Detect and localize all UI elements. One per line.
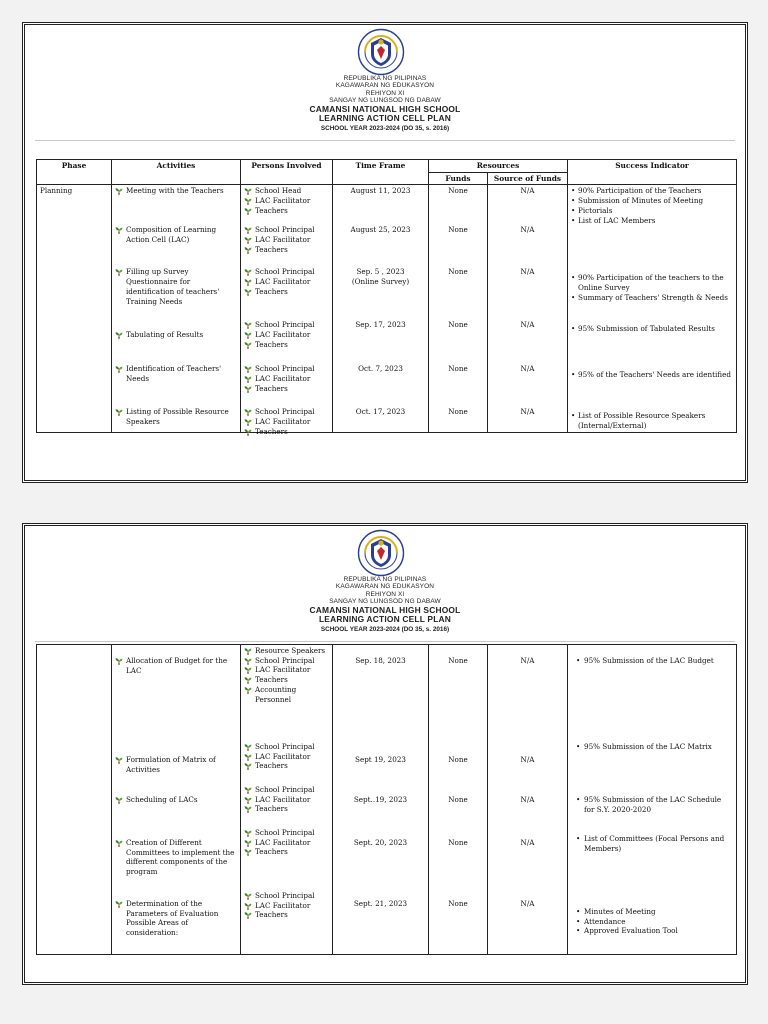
seedling-icon [115, 365, 123, 373]
person-item [244, 847, 329, 857]
activity-item [115, 795, 237, 805]
person-item [244, 320, 329, 330]
time-frame-text: August 25, 2023 [350, 225, 411, 235]
header-line: KAGAWARAN NG EDUKASYON [335, 583, 435, 591]
person-text: School Principal [255, 891, 315, 900]
header-divider [35, 641, 735, 642]
source-text: N/A [520, 407, 535, 417]
person-text: Accounting Personnel [255, 684, 297, 704]
document-page-1 [22, 22, 748, 483]
source-text: N/A [520, 838, 535, 847]
seedling-icon [244, 226, 252, 234]
funds-text: None [448, 407, 468, 417]
table-row-part [571, 273, 733, 302]
person-item [244, 374, 329, 384]
header-line: KAGAWARAN NG EDUKASYON [335, 82, 435, 90]
activity-text: Listing of Possible Resource Speakers [126, 407, 229, 427]
table-row-part [571, 795, 733, 814]
person-item [244, 656, 329, 666]
table-row-part [115, 899, 237, 938]
seedling-icon [244, 839, 252, 847]
activity-item [115, 407, 237, 426]
seedling-icon [244, 666, 252, 674]
source-cell [488, 645, 568, 955]
table-row-part [432, 755, 484, 765]
person-text: Teachers [255, 804, 288, 814]
header-line: REHIYON XI [365, 590, 405, 598]
person-text: School Principal [255, 407, 315, 417]
table-row-part [336, 656, 425, 666]
activity-item [115, 838, 237, 877]
table-row-part [432, 267, 484, 277]
header-line: SANGAY NG LUNGSOD NG DABAW [329, 598, 441, 606]
person-text: Teachers [255, 910, 288, 920]
time-cell [333, 645, 429, 955]
person-text: LAC Facilitator [255, 837, 311, 847]
table-row-part [491, 795, 564, 805]
person-item [244, 891, 329, 901]
source-text: N/A [520, 656, 535, 665]
activity-text: Determination of the Parameters of Evaluation Possible Areas of consideration: [126, 899, 219, 938]
activity-text: Formulation of Matrix of Activities [126, 755, 216, 774]
table-row-part [336, 267, 425, 286]
seedling-icon [244, 268, 252, 276]
person-item [244, 277, 329, 287]
success-indicator-item: • Approved Evaluation Tool [571, 926, 733, 936]
col-activities: Activities [112, 160, 241, 185]
table-row-part [432, 899, 484, 909]
success-indicator-item: • Pictorials [571, 206, 733, 216]
person-item [244, 407, 329, 417]
table-row-part [491, 899, 564, 909]
person-item [244, 665, 329, 675]
plan-title: LEARNING ACTION CELL PLAN [318, 113, 452, 124]
funds-text: None [448, 899, 468, 908]
time-frame-text: Sep. 17, 2023 [355, 320, 406, 330]
person-text: Teachers [255, 383, 288, 393]
table-row-part [432, 795, 484, 805]
success-indicator-item: • 95% of the Teachers' Needs are identified [571, 370, 733, 380]
activity-text: Tabulating of Results [126, 330, 204, 340]
table-row-part [432, 225, 484, 235]
activity-item [115, 225, 237, 244]
person-text: Teachers [255, 675, 288, 685]
funds-text: None [448, 795, 468, 804]
seedling-icon [244, 902, 252, 910]
table-row-part [115, 330, 237, 340]
table-row-part [244, 742, 329, 771]
seedling-icon [244, 686, 252, 694]
col-phase: Phase [37, 160, 112, 185]
person-text: LAC Facilitator [255, 900, 311, 910]
time-frame-text: Sept. 20, 2023 [353, 838, 408, 847]
seedling-icon [244, 762, 252, 770]
person-text: Teachers [255, 426, 288, 436]
source-text: N/A [520, 225, 535, 235]
time-frame-text: Sept. 21, 2023 [353, 899, 408, 908]
table-row-part [244, 785, 329, 814]
person-text: School Principal [255, 364, 315, 374]
header-line: REHIYON XI [365, 89, 405, 97]
success-indicator-item: • 95% Submission of the LAC Matrix [571, 742, 733, 752]
success-indicator-item: • 95% Submission of the LAC Budget [571, 656, 733, 666]
seedling-icon [115, 187, 123, 195]
success-indicator-item: • Attendance [571, 917, 733, 927]
source-text: N/A [520, 267, 535, 277]
source-text: N/A [520, 899, 535, 908]
table-row-part [571, 656, 733, 666]
seedling-icon [244, 428, 252, 436]
success-indicator-item: • List of LAC Members [571, 216, 733, 226]
person-text: Teachers [255, 761, 288, 771]
person-item [244, 186, 329, 196]
seedling-icon [244, 278, 252, 286]
seedling-icon [115, 331, 123, 339]
table-row-part [336, 755, 425, 765]
person-text: LAC Facilitator [255, 794, 311, 804]
person-item [244, 384, 329, 394]
seedling-icon [115, 900, 123, 908]
person-text: Teachers [255, 339, 288, 349]
table-row-part [432, 656, 484, 666]
header-divider [35, 140, 735, 141]
person-item [244, 685, 329, 704]
school-year: SCHOOL YEAR 2023-2024 (DO 35, s. 2016) [320, 626, 450, 634]
table-row-part [432, 320, 484, 330]
table-row-part [244, 186, 329, 215]
table-row-part [491, 186, 564, 196]
table-row-part [115, 267, 237, 306]
time-frame-text: August 11, 2023 [350, 186, 411, 196]
table-row-part [115, 186, 237, 196]
seedling-icon [244, 892, 252, 900]
person-item [244, 287, 329, 297]
seedling-icon [244, 848, 252, 856]
person-item [244, 838, 329, 848]
person-item [244, 206, 329, 216]
table-row-part [115, 407, 237, 426]
table-row-part [336, 186, 425, 196]
success-indicator-item: • Summary of Teachers' Strength & Needs [571, 293, 733, 303]
table-row-part [244, 225, 329, 254]
table-row-part [115, 225, 237, 244]
table-row-part [491, 755, 564, 765]
success-cell [568, 185, 737, 433]
seedling-icon [244, 657, 252, 665]
seedling-icon [244, 805, 252, 813]
table-row-part [571, 411, 733, 430]
success-indicator-item: • 90% Participation of the Teachers [571, 186, 733, 196]
table-row-part [491, 838, 564, 848]
lac-plan-table-continued [36, 644, 737, 955]
plan-title: LEARNING ACTION CELL PLAN [318, 614, 452, 625]
seedling-icon [244, 796, 252, 804]
lac-plan-table [36, 159, 737, 436]
person-item [244, 785, 329, 795]
table-row-part [115, 364, 237, 383]
seedling-icon [115, 796, 123, 804]
activity-text: Meeting with the Teachers [126, 186, 224, 196]
activity-text: Creation of Different Committees to implement the different components of the program [126, 838, 235, 877]
person-item [244, 828, 329, 838]
success-indicator-item: • 90% Participation of the teachers to the Online Survey [571, 273, 733, 292]
table-row-part [336, 364, 425, 374]
activity-item [115, 364, 237, 383]
person-text: School Principal [255, 785, 315, 794]
success-indicator-item: • Minutes of Meeting [571, 907, 733, 917]
source-text: N/A [520, 364, 535, 374]
seedling-icon [115, 408, 123, 416]
source-text: N/A [520, 755, 535, 764]
seedling-icon [244, 321, 252, 329]
table-row-part [571, 834, 733, 853]
table-row-part [115, 755, 237, 774]
table-row-part [571, 742, 733, 752]
table-row-part [336, 899, 425, 909]
activity-item [115, 755, 237, 774]
table-row-part [115, 795, 237, 805]
person-text: School Principal [255, 267, 315, 277]
table-row-part [491, 320, 564, 330]
table-row-part [432, 838, 484, 848]
person-text: LAC Facilitator [255, 665, 311, 675]
col-resources: Resources [429, 160, 568, 173]
person-item [244, 225, 329, 235]
person-text: LAC Facilitator [255, 196, 311, 206]
table-row-part [571, 186, 733, 225]
table-row-part [491, 407, 564, 417]
person-item [244, 901, 329, 911]
person-item [244, 330, 329, 340]
person-text: School Head [255, 186, 302, 196]
table-row-part [571, 324, 733, 334]
activity-item [115, 899, 237, 938]
table-row-part [336, 795, 425, 805]
funds-text: None [448, 656, 468, 665]
time-frame-text: Sep. 5 , 2023 [356, 267, 405, 277]
table-row-part [571, 370, 733, 380]
table-row-part [115, 656, 237, 675]
table-row-part [244, 267, 329, 296]
activity-text: Identification of Teachers' Needs [126, 364, 222, 384]
source-text: N/A [520, 186, 535, 196]
person-item [244, 646, 329, 656]
source-cell [488, 185, 568, 433]
activity-text: Scheduling of LACs [126, 795, 198, 804]
school-name: CAMANSI NATIONAL HIGH SCHOOL [309, 604, 461, 615]
success-indicator-item: • 95% Submission of the LAC Schedule for S.Y. 2020-2020 [571, 795, 733, 814]
success-indicator-item: • List of Committees (Focal Persons and Members) [571, 834, 733, 853]
funds-cell [429, 645, 488, 955]
time-frame-text: (Online Survey) [351, 277, 410, 287]
table-row-part [244, 364, 329, 393]
table-row-part [336, 407, 425, 417]
header-line: REPUBLIKA NG PILIPINAS [343, 75, 427, 82]
person-text: LAC Facilitator [255, 374, 311, 384]
seedling-icon [244, 418, 252, 426]
seedling-icon [115, 839, 123, 847]
seedling-icon [244, 365, 252, 373]
table-row-part [432, 364, 484, 374]
seedling-icon [244, 829, 252, 837]
seedling-icon [244, 911, 252, 919]
table-row-part [491, 364, 564, 374]
table-row-part [244, 407, 329, 436]
seedling-icon [244, 647, 252, 655]
header-line: SANGAY NG LUNGSOD NG DABAW [329, 97, 441, 105]
phase-cell: Planning [37, 185, 112, 433]
table-row-part [115, 838, 237, 877]
person-text: School Principal [255, 320, 315, 330]
person-text: School Principal [255, 655, 315, 665]
phase-cell [37, 645, 112, 955]
activity-text: Allocation of Budget for the LAC [126, 656, 228, 675]
table-row-part [491, 656, 564, 666]
activity-item [115, 656, 237, 675]
person-item [244, 235, 329, 245]
person-text: LAC Facilitator [255, 330, 311, 340]
seedling-icon [244, 375, 252, 383]
activity-item [115, 186, 237, 196]
person-text: LAC Facilitator [255, 235, 311, 245]
seedling-icon [244, 197, 252, 205]
activities-cell [112, 645, 241, 955]
header-line: REPUBLIKA NG PILIPINAS [343, 576, 427, 583]
seedling-icon [244, 187, 252, 195]
funds-text: None [448, 267, 468, 277]
seedling-icon [244, 207, 252, 215]
activities-cell [112, 185, 241, 433]
seedling-icon [244, 236, 252, 244]
person-text: LAC Facilitator [255, 277, 311, 287]
seedling-icon [244, 246, 252, 254]
time-frame-text: Sept..19, 2023 [353, 795, 408, 804]
person-item [244, 675, 329, 685]
time-cell [333, 185, 429, 433]
activity-item [115, 330, 237, 340]
table-row-part [244, 891, 329, 920]
activity-item [115, 267, 237, 306]
success-indicator-item: • 95% Submission of Tabulated Results [571, 324, 733, 334]
person-item [244, 245, 329, 255]
seedling-icon [244, 786, 252, 794]
table-row-part [244, 320, 329, 349]
seedling-icon [244, 288, 252, 296]
document-page-2 [22, 523, 748, 985]
seedling-icon [244, 331, 252, 339]
col-source: Source of Funds [488, 172, 568, 185]
person-item [244, 804, 329, 814]
person-text: School Principal [255, 225, 315, 235]
person-item [244, 742, 329, 752]
seedling-icon [115, 268, 123, 276]
person-text: Resource Speakers [255, 646, 326, 655]
seedling-icon [244, 676, 252, 684]
col-persons: Persons Involved [241, 160, 333, 185]
person-text: LAC Facilitator [255, 751, 311, 761]
school-name: CAMANSI NATIONAL HIGH SCHOOL [309, 103, 461, 114]
person-text: Teachers [255, 205, 288, 215]
person-item [244, 795, 329, 805]
persons-cell [241, 645, 333, 955]
funds-text: None [448, 320, 468, 330]
person-item [244, 364, 329, 374]
table-row-part [432, 407, 484, 417]
time-frame-text: Sep. 18, 2023 [355, 656, 406, 665]
table-row-part [244, 646, 329, 704]
source-text: N/A [520, 795, 535, 804]
person-item [244, 752, 329, 762]
seedling-icon [115, 226, 123, 234]
seedling-icon [244, 341, 252, 349]
col-success: Success Indicator [568, 160, 737, 185]
persons-cell [241, 185, 333, 436]
person-item [244, 417, 329, 427]
col-time: Time Frame [333, 160, 429, 185]
table-row-part [244, 828, 329, 857]
source-text: N/A [520, 320, 535, 330]
person-item [244, 910, 329, 920]
table-row-part [571, 907, 733, 936]
funds-text: None [448, 186, 468, 196]
person-text: LAC Facilitator [255, 417, 311, 427]
funds-text: None [448, 755, 468, 764]
funds-text: None [448, 225, 468, 235]
time-frame-text: Sept 19, 2023 [355, 755, 406, 764]
deped-seal-icon [355, 28, 407, 76]
success-cell [568, 645, 737, 955]
person-text: Teachers [255, 286, 288, 296]
table-row-part [432, 186, 484, 196]
col-funds: Funds [429, 172, 488, 185]
table-row-part [491, 267, 564, 277]
success-indicator-item: • Submission of Minutes of Meeting [571, 196, 733, 206]
seedling-icon [244, 385, 252, 393]
time-frame-text: Oct. 7, 2023 [358, 364, 403, 374]
activity-text: Composition of Learning Action Cell (LAC) [126, 225, 217, 245]
deped-seal-icon [355, 529, 407, 577]
seedling-icon [244, 753, 252, 761]
seedling-icon [115, 756, 123, 764]
person-item [244, 267, 329, 277]
time-frame-text: Oct. 17, 2023 [355, 407, 406, 417]
person-text: Teachers [255, 847, 288, 857]
funds-text: None [448, 364, 468, 374]
table-row-part [336, 225, 425, 235]
funds-text: None [448, 838, 468, 847]
seedling-icon [115, 657, 123, 665]
success-indicator-item: • List of Possible Resource Speakers (Internal/External) [571, 411, 733, 430]
seedling-icon [244, 408, 252, 416]
table-row-part [491, 225, 564, 235]
funds-cell [429, 185, 488, 433]
person-text: School Principal [255, 742, 315, 751]
person-item [244, 761, 329, 771]
table-row-part [336, 320, 425, 330]
activity-text: Filling up Survey Questionnaire for identification of teachers' Training Needs [126, 267, 220, 306]
school-year: SCHOOL YEAR 2023-2024 (DO 35, s. 2016) [320, 125, 450, 133]
person-item [244, 340, 329, 350]
seedling-icon [244, 743, 252, 751]
person-text: Teachers [255, 244, 288, 254]
table-row-part [336, 838, 425, 848]
person-item [244, 427, 329, 437]
person-item [244, 196, 329, 206]
person-text: School Principal [255, 828, 315, 837]
